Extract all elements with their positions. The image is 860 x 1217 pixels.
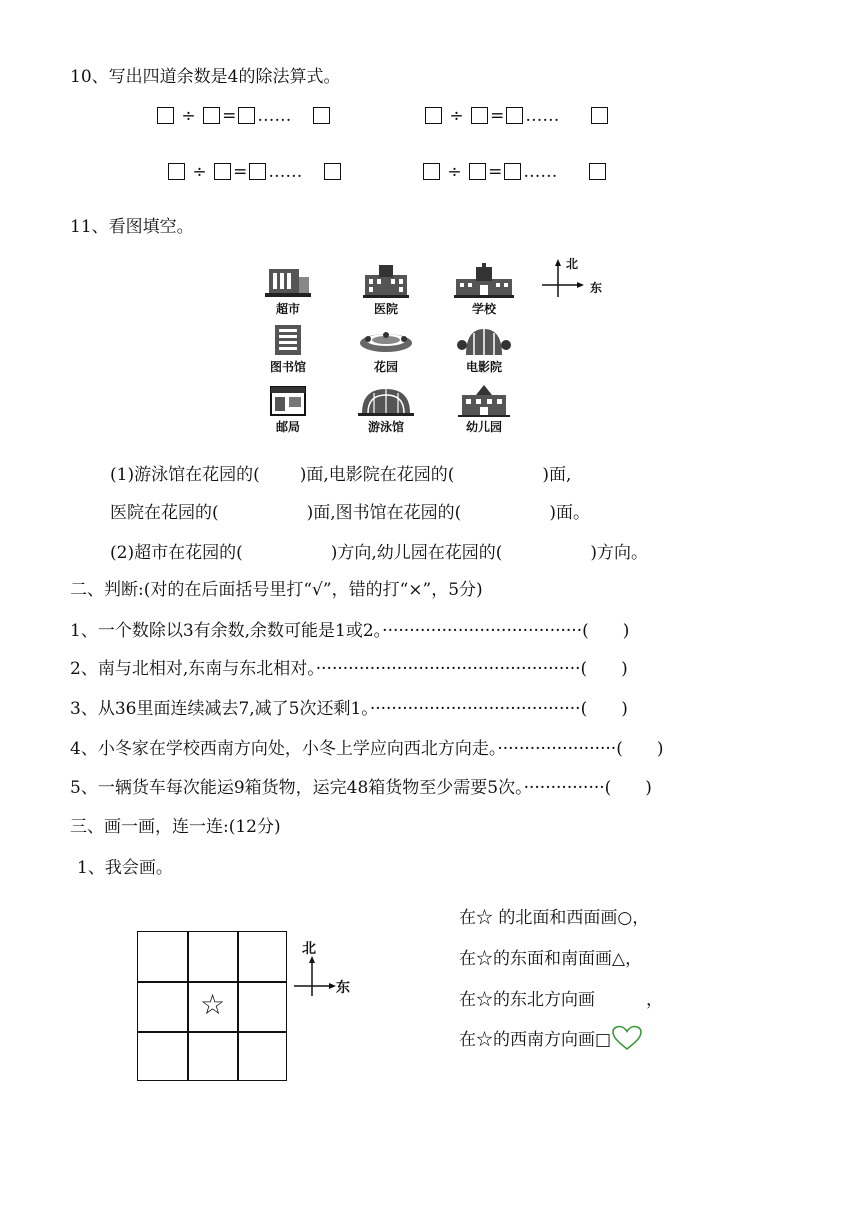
answer-parens[interactable]: ( ) (580, 699, 628, 719)
answer-parens[interactable]: ( ) (580, 659, 628, 679)
swimming-pool-building (356, 383, 416, 435)
answer-box[interactable] (214, 163, 231, 180)
kindergarten-icon (456, 383, 512, 417)
judgement-item (70, 654, 628, 679)
ellipsis: …… (268, 162, 303, 182)
equals-sign: = (488, 162, 503, 182)
answer-box[interactable] (168, 163, 185, 180)
judgement-item (70, 616, 629, 641)
answer-box[interactable] (471, 107, 488, 124)
section3-sub1: 1、我会画。 (77, 858, 173, 878)
section3-title: 三、画一画，连一连:(12分) (70, 817, 281, 837)
grid-line (237, 931, 239, 1081)
equation-4 (423, 162, 608, 182)
building-label: 花园 (373, 360, 398, 374)
heart-outline (611, 1025, 643, 1051)
post-office-icon (263, 383, 313, 417)
answer-box[interactable] (238, 107, 255, 124)
answer-box[interactable] (589, 163, 606, 180)
drawing-grid[interactable] (137, 931, 287, 1081)
judgement-item (70, 694, 628, 719)
garden-icon (358, 323, 414, 357)
answer-box[interactable] (324, 163, 341, 180)
building-label: 电影院 (465, 360, 502, 374)
answer-box[interactable] (469, 163, 486, 180)
leader-dots: ················································· (315, 659, 581, 679)
divide-sign: ÷ (449, 106, 464, 126)
text: )面,电影院在花园的( (299, 465, 455, 485)
north-label: 北 (566, 257, 579, 271)
garden-building (356, 323, 416, 375)
ellipsis: …… (525, 106, 560, 126)
building-label: 超市 (275, 302, 300, 316)
judgement-text: 1、一个数除以3有余数,余数可能是1或2。 (70, 621, 383, 641)
text: 医院在花园的( (110, 503, 219, 523)
school-building (454, 263, 514, 317)
answer-box[interactable] (423, 163, 440, 180)
star-icon: ☆ (200, 988, 226, 1021)
divide-sign: ÷ (181, 106, 196, 126)
building-label: 图书馆 (269, 360, 306, 374)
cinema-icon (456, 323, 512, 357)
q11-line-1 (110, 460, 571, 485)
text: )方向,幼儿园在花园的( (330, 543, 503, 563)
text: (2)超市在花园的( (110, 543, 243, 563)
post-office-building (258, 383, 318, 435)
divide-sign: ÷ (447, 162, 462, 182)
draw-instruction: 在☆的东北方向画 ， (459, 990, 663, 1010)
equation-2 (425, 106, 610, 126)
draw-instruction: 在☆的西南方向画□ (459, 1030, 612, 1050)
judgement-text: 3、从36里面连续减去7,减了5次还剩1。 (70, 699, 370, 719)
north-label: 北 (302, 941, 316, 957)
swimming-pool-icon (358, 383, 414, 417)
q11-line-3 (110, 538, 648, 563)
judgement-text: 5、一辆货车每次能运9箱货物，运完48箱货物至少需要5次。 (70, 778, 524, 798)
leader-dots: ··············· (523, 778, 605, 798)
judgement-item (70, 734, 663, 759)
ellipsis: …… (523, 162, 558, 182)
answer-box[interactable] (203, 107, 220, 124)
leader-dots: ······················ (497, 739, 617, 759)
location-map (258, 253, 608, 443)
equals-sign: = (222, 106, 237, 126)
draw-instruction-4 (459, 1025, 643, 1056)
text: )面, (542, 465, 572, 485)
q11-title: 11、看图填空。 (70, 217, 194, 237)
east-label: 东 (336, 980, 350, 996)
kindergarten-building (454, 383, 514, 435)
ellipsis: …… (257, 106, 292, 126)
answer-box[interactable] (249, 163, 266, 180)
hospital-building (356, 263, 416, 317)
library-icon (263, 323, 313, 357)
building-label: 邮局 (275, 420, 300, 434)
grid-compass (292, 938, 352, 1000)
building-label: 学校 (471, 302, 496, 316)
library-building (258, 323, 318, 375)
answer-box[interactable] (313, 107, 330, 124)
answer-parens[interactable]: ( ) (582, 621, 630, 641)
building-label: 医院 (373, 302, 398, 316)
judgement-text: 2、南与北相对,东南与东北相对。 (70, 659, 316, 679)
answer-box[interactable] (504, 163, 521, 180)
judgement-item (70, 773, 652, 798)
leader-dots: ······································· (369, 699, 581, 719)
supermarket-icon (263, 263, 313, 299)
answer-box[interactable] (506, 107, 523, 124)
text: )面,图书馆在花园的( (306, 503, 462, 523)
text: )方向。 (590, 543, 649, 563)
supermarket-building (258, 263, 318, 317)
equals-sign: = (233, 162, 248, 182)
equation-1 (157, 106, 332, 126)
q11-line-2 (110, 498, 590, 523)
grid-line (137, 1031, 287, 1033)
cinema-building (454, 323, 514, 375)
equals-sign: = (490, 106, 505, 126)
draw-instruction: 在☆的东面和南面画△， (459, 949, 643, 969)
answer-box[interactable] (157, 107, 174, 124)
divide-sign: ÷ (192, 162, 207, 182)
east-label: 东 (590, 281, 603, 295)
text: )面。 (549, 503, 590, 523)
text: (1)游泳馆在花园的( (110, 465, 260, 485)
map-compass (538, 255, 608, 305)
answer-parens[interactable]: ( ) (616, 739, 664, 759)
grid-line (137, 981, 287, 983)
section2-title: 二、判断:(对的在后面括号里打“√”，错的打“×”，5分) (70, 580, 483, 600)
heart-icon (611, 1025, 643, 1056)
leader-dots: ····································· (382, 621, 583, 641)
building-label: 幼儿园 (465, 420, 502, 434)
answer-parens[interactable]: ( ) (604, 778, 652, 798)
equation-3 (168, 162, 343, 182)
draw-instruction: 在☆ 的北面和西面画○， (459, 908, 650, 928)
answer-box[interactable] (591, 107, 608, 124)
hospital-icon (361, 263, 411, 299)
answer-box[interactable] (425, 107, 442, 124)
judgement-text: 4、小冬家在学校西南方向处，小冬上学应向西北方向走。 (70, 739, 498, 759)
school-icon (454, 263, 514, 299)
building-label: 游泳馆 (367, 420, 404, 434)
q10-title: 10、写出四道余数是4的除法算式。 (70, 67, 341, 87)
grid-line (187, 931, 189, 1081)
